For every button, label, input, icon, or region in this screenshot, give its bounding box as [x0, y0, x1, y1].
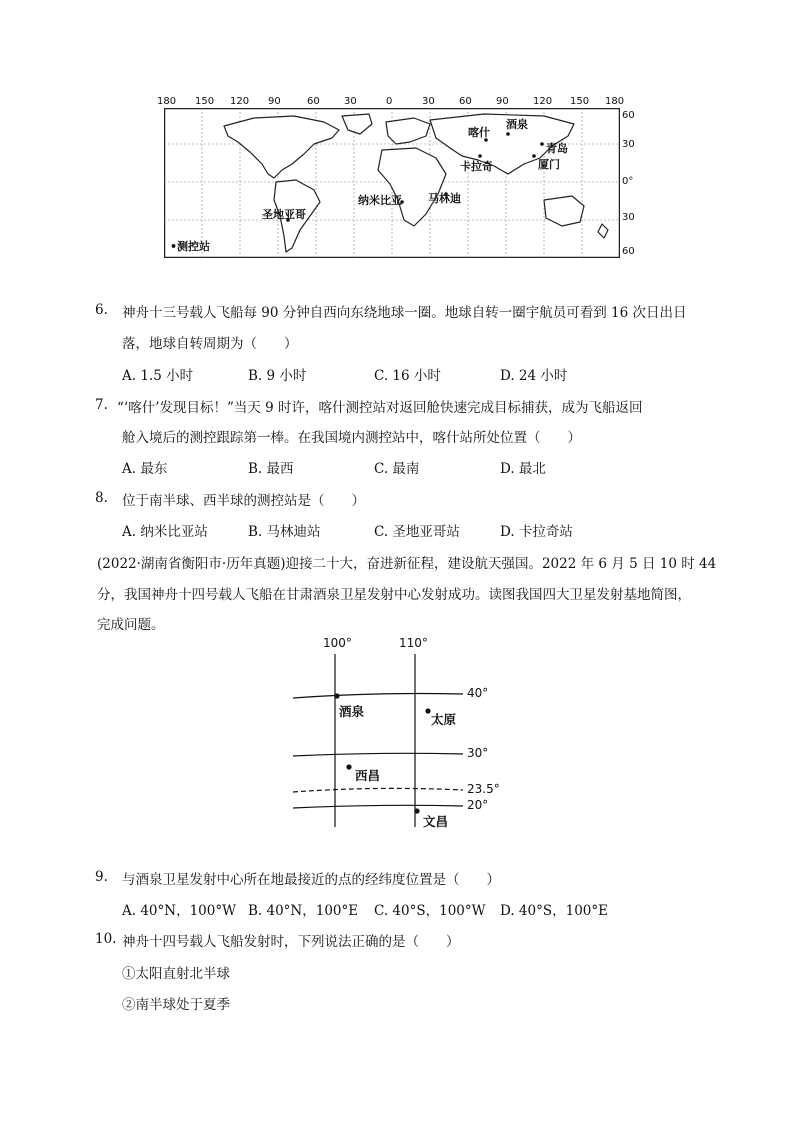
option-d[interactable]: D. 40°S，100°E [500, 903, 608, 919]
station-label-kashi: 喀什 [468, 126, 490, 139]
lat-tick: 30 [622, 212, 635, 223]
station-label-karachi: 卡拉奇 [460, 160, 493, 173]
lon-tick: 180 [605, 96, 625, 107]
question-text: 舱入境后的测控跟踪第一棒。在我国境内测控站中，喀什站所处位置（ ） [122, 430, 581, 446]
lat-label-20: 20° [467, 798, 489, 812]
intro-text: 完成问题。 [97, 617, 165, 633]
lon-label-100: 100° [323, 636, 352, 650]
lon-tick: 60 [459, 96, 472, 107]
lon-label-110: 110° [399, 636, 428, 650]
station-label-namibia: 纳米比亚 [358, 194, 402, 207]
question-number: 6. [95, 302, 108, 318]
lon-tick: 180 [157, 96, 177, 107]
lon-tick: 90 [496, 96, 509, 107]
statement-item: ①太阳直射北半球 [122, 966, 230, 982]
option-a[interactable]: A. 40°N，100°W [122, 903, 236, 919]
option-c[interactable]: C. 16 小时 [374, 368, 441, 384]
lon-tick: 90 [268, 96, 281, 107]
site-label-wenchang: 文昌 [423, 814, 449, 829]
station-label-xiamen: 厦门 [538, 158, 560, 171]
option-a[interactable]: A. 1.5 小时 [122, 368, 194, 384]
question-text: 神舟十四号载人飞船发射时，下列说法正确的是（ ） [122, 934, 460, 950]
option-d[interactable]: D. 最北 [500, 461, 546, 477]
question-text: “‘喀什’发现目标！”当天 9 时许，喀什测控站对返回舱快速完成目标捕获，成为飞船返回 [117, 400, 643, 416]
option-b[interactable]: B. 9 小时 [248, 368, 307, 384]
lat-tick: 0° [622, 176, 634, 187]
world-map-figure [150, 96, 640, 261]
lon-tick: 30 [344, 96, 357, 107]
question-number: 10. [95, 931, 117, 947]
lat-tick: 30 [622, 139, 635, 150]
site-label-jiuquan: 酒泉 [339, 704, 365, 719]
question-text: 与酒泉卫星发射中心所在地最接近的点的经纬度位置是（ ） [122, 872, 500, 888]
lat-tick: 60 [622, 246, 635, 257]
station-label-qingdao: 青岛 [546, 142, 568, 155]
intro-text: 分，我国神舟十四号载人飞船在甘肃酒泉卫星发射中心发射成功。读图我国四大卫星发射基地简图， [97, 587, 691, 603]
question-number: 9. [95, 869, 108, 885]
lon-tick: 120 [533, 96, 553, 107]
option-b[interactable]: B. 最西 [248, 461, 294, 477]
question-text: 位于南半球、西半球的测控站是（ ） [122, 493, 365, 509]
statement-item: ②南半球处于夏季 [122, 997, 230, 1013]
lon-tick: 0 [386, 96, 393, 107]
station-label-santiago: 圣地亚哥 [262, 208, 306, 221]
lat-tick: 60 [622, 110, 635, 121]
lon-tick: 150 [195, 96, 215, 107]
question-number: 7. [95, 397, 108, 413]
site-label-taiyuan: 太原 [431, 712, 457, 727]
launch-site-map [285, 630, 515, 830]
option-b[interactable]: B. 40°N，100°E [248, 903, 359, 919]
question-text: 神舟十三号载人飞船每 90 分钟自西向东绕地球一圈。地球自转一圈宇航员可看到 16 次日出日 [122, 305, 687, 321]
station-label-malindi: 马林迪 [428, 192, 461, 205]
lat-label-30: 30° [467, 746, 489, 760]
lon-tick: 120 [230, 96, 250, 107]
option-c[interactable]: C. 最南 [374, 461, 420, 477]
intro-text: (2022·湖南省衡阳市·历年真题)迎接二十大，奋进新征程，建设航天强国。2022 年 6 月 5 日 10 时 44 [97, 556, 717, 572]
option-c[interactable]: C. 40°S，100°W [374, 903, 486, 919]
option-c[interactable]: C. 圣地亚哥站 [374, 524, 460, 540]
world-map-frame [164, 108, 620, 258]
question-number: 8. [95, 490, 108, 506]
lon-tick: 60 [307, 96, 320, 107]
option-d[interactable]: D. 卡拉奇站 [500, 524, 573, 540]
site-label-xichang: 西昌 [355, 768, 381, 783]
option-d[interactable]: D. 24 小时 [500, 368, 568, 384]
question-text: 落，地球自转周期为（ ） [122, 336, 298, 352]
lat-label-40: 40° [467, 686, 489, 700]
lon-tick: 150 [570, 96, 590, 107]
option-b[interactable]: B. 马林迪站 [248, 524, 321, 540]
map-legend: •测控站 [170, 240, 211, 253]
option-a[interactable]: A. 最东 [122, 461, 168, 477]
option-a[interactable]: A. 纳米比亚站 [122, 524, 208, 540]
lat-label-23-5: 23.5° [467, 782, 500, 796]
station-label-jiuquan: 酒泉 [506, 118, 528, 131]
lon-tick: 30 [422, 96, 435, 107]
